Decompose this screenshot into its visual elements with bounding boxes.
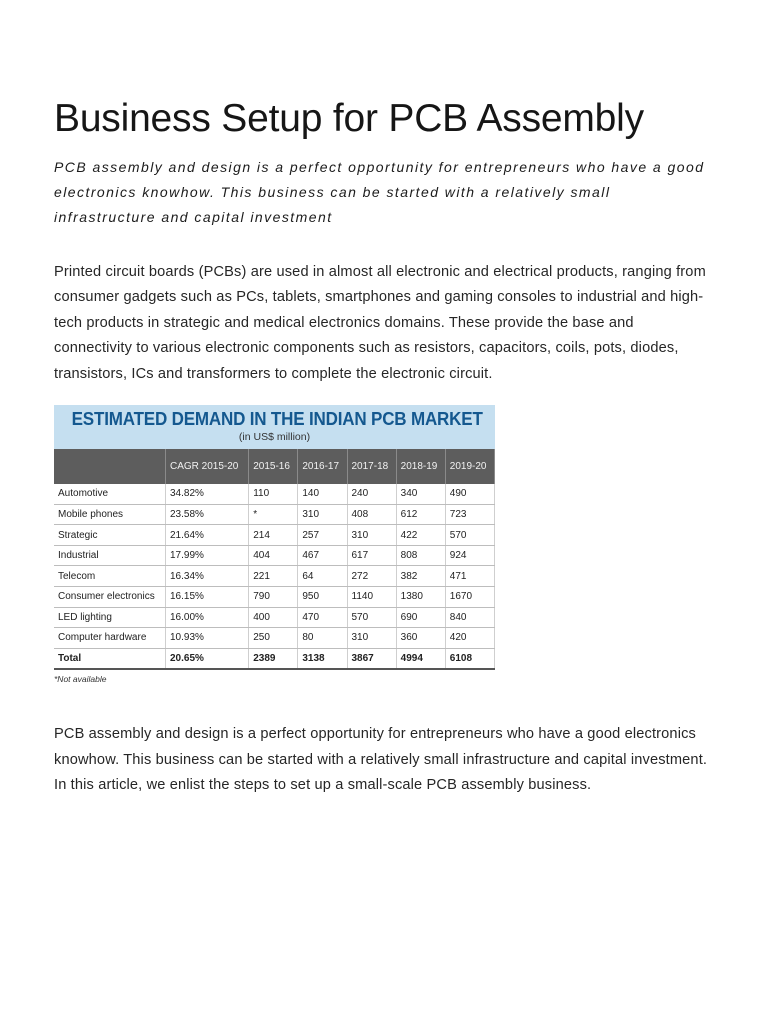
table-row [54, 587, 495, 608]
row-label: LED lighting [54, 607, 166, 628]
table-cell: 790 [249, 587, 298, 608]
column-header: 2016-17 [298, 449, 347, 484]
demand-table-header-row [54, 449, 495, 484]
row-label: Strategic [54, 525, 166, 546]
table-cell: 808 [396, 545, 445, 566]
table-cell: 404 [249, 545, 298, 566]
table-cell: 490 [445, 484, 494, 504]
total-row [54, 648, 495, 669]
column-header: 2018-19 [396, 449, 445, 484]
table-cell: 20.65% [166, 648, 249, 669]
table-cell: 950 [298, 587, 347, 608]
table-cell: 382 [396, 566, 445, 587]
demand-table-unit: (in US$ million) [238, 431, 311, 444]
table-cell: 80 [298, 628, 347, 649]
row-label: Telecom [54, 566, 166, 587]
row-label: Computer hardware [54, 628, 166, 649]
table-cell: 470 [298, 607, 347, 628]
table-cell: 360 [396, 628, 445, 649]
table-cell: 64 [298, 566, 347, 587]
table-cell: 924 [445, 545, 494, 566]
column-header [54, 449, 166, 484]
article-paragraph-1: Printed circuit boards (PCBs) are used in almost all electronic and electrical products, ranging from consumer gadgets such as PCs, tablets, smartphones and gaming consoles to industrial and high-tech products in strategic and medical electronics domains. These provide the base and connectivity to various electronic components such as resistors, capacitors, coils, pots, diodes, transistors, ICs and transformers to complete the electronic circuit. [54, 264, 706, 382]
table-cell: 257 [298, 525, 347, 546]
row-label: Consumer electronics [54, 587, 166, 608]
demand-table-title: ESTIMATED DEMAND IN THE INDIAN PCB MARKET [71, 408, 483, 430]
table-cell: 250 [249, 628, 298, 649]
table-cell: 467 [298, 545, 347, 566]
table-cell: 310 [298, 504, 347, 525]
table-row [54, 607, 495, 628]
table-row [54, 545, 495, 566]
table-row [54, 525, 495, 546]
article-title: Business Setup for PCB Assembly [54, 97, 644, 140]
row-label: Industrial [54, 545, 166, 566]
table-cell: 612 [396, 504, 445, 525]
table-cell: 214 [249, 525, 298, 546]
demand-table-body [54, 484, 495, 669]
table-cell: 340 [396, 484, 445, 504]
table-cell: 570 [445, 525, 494, 546]
table-cell: 140 [298, 484, 347, 504]
table-cell: 690 [396, 607, 445, 628]
table-cell: 420 [445, 628, 494, 649]
table-cell: 422 [396, 525, 445, 546]
table-cell: 6108 [445, 648, 494, 669]
table-cell: 723 [445, 504, 494, 525]
table-cell: 10.93% [166, 628, 249, 649]
table-cell: 1380 [396, 587, 445, 608]
table-cell: 16.34% [166, 566, 249, 587]
table-cell: 408 [347, 504, 396, 525]
demand-table [54, 449, 495, 670]
table-row [54, 484, 495, 504]
table-cell: 471 [445, 566, 494, 587]
table-cell: 400 [249, 607, 298, 628]
table-cell: 23.58% [166, 504, 249, 525]
table-cell: 16.00% [166, 607, 249, 628]
article-paragraph-2: PCB assembly and design is a perfect opportunity for entrepreneurs who have a good electronics knowhow. This business can be started with a relatively small infrastructure and capital investment. In this article, we enlist the steps to set up a small-scale PCB assembly business. [54, 726, 708, 794]
column-header: 2019-20 [445, 449, 494, 484]
column-header: CAGR 2015-20 [166, 449, 249, 484]
table-cell: 4994 [396, 648, 445, 669]
table-cell: 240 [347, 484, 396, 504]
table-cell: 1140 [347, 587, 396, 608]
table-cell: 3867 [347, 648, 396, 669]
demand-table-figure [54, 405, 495, 684]
row-label: Mobile phones [54, 504, 166, 525]
column-header: 2015-16 [249, 449, 298, 484]
table-cell: 617 [347, 545, 396, 566]
table-cell: 221 [249, 566, 298, 587]
table-cell: * [249, 504, 298, 525]
table-cell: 570 [347, 607, 396, 628]
table-cell: 17.99% [166, 545, 249, 566]
table-cell: 272 [347, 566, 396, 587]
article-subtitle: PCB assembly and design is a perfect opportunity for entrepreneurs who have a good electronics knowhow. This business can be started with a relatively small infrastructure and capital investment [54, 159, 705, 225]
row-label: Automotive [54, 484, 166, 504]
table-row [54, 566, 495, 587]
table-cell: 1670 [445, 587, 494, 608]
table-cell: 840 [445, 607, 494, 628]
table-cell: 3138 [298, 648, 347, 669]
table-cell: 16.15% [166, 587, 249, 608]
table-cell: 310 [347, 525, 396, 546]
table-row [54, 628, 495, 649]
table-cell: 2389 [249, 648, 298, 669]
row-label: Total [54, 648, 166, 669]
table-cell: 34.82% [166, 484, 249, 504]
table-cell: 110 [249, 484, 298, 504]
demand-table-header-band [54, 405, 495, 449]
demand-table-footnote: *Not available [54, 674, 107, 685]
table-cell: 310 [347, 628, 396, 649]
table-row [54, 504, 495, 525]
column-header: 2017-18 [347, 449, 396, 484]
table-cell: 21.64% [166, 525, 249, 546]
